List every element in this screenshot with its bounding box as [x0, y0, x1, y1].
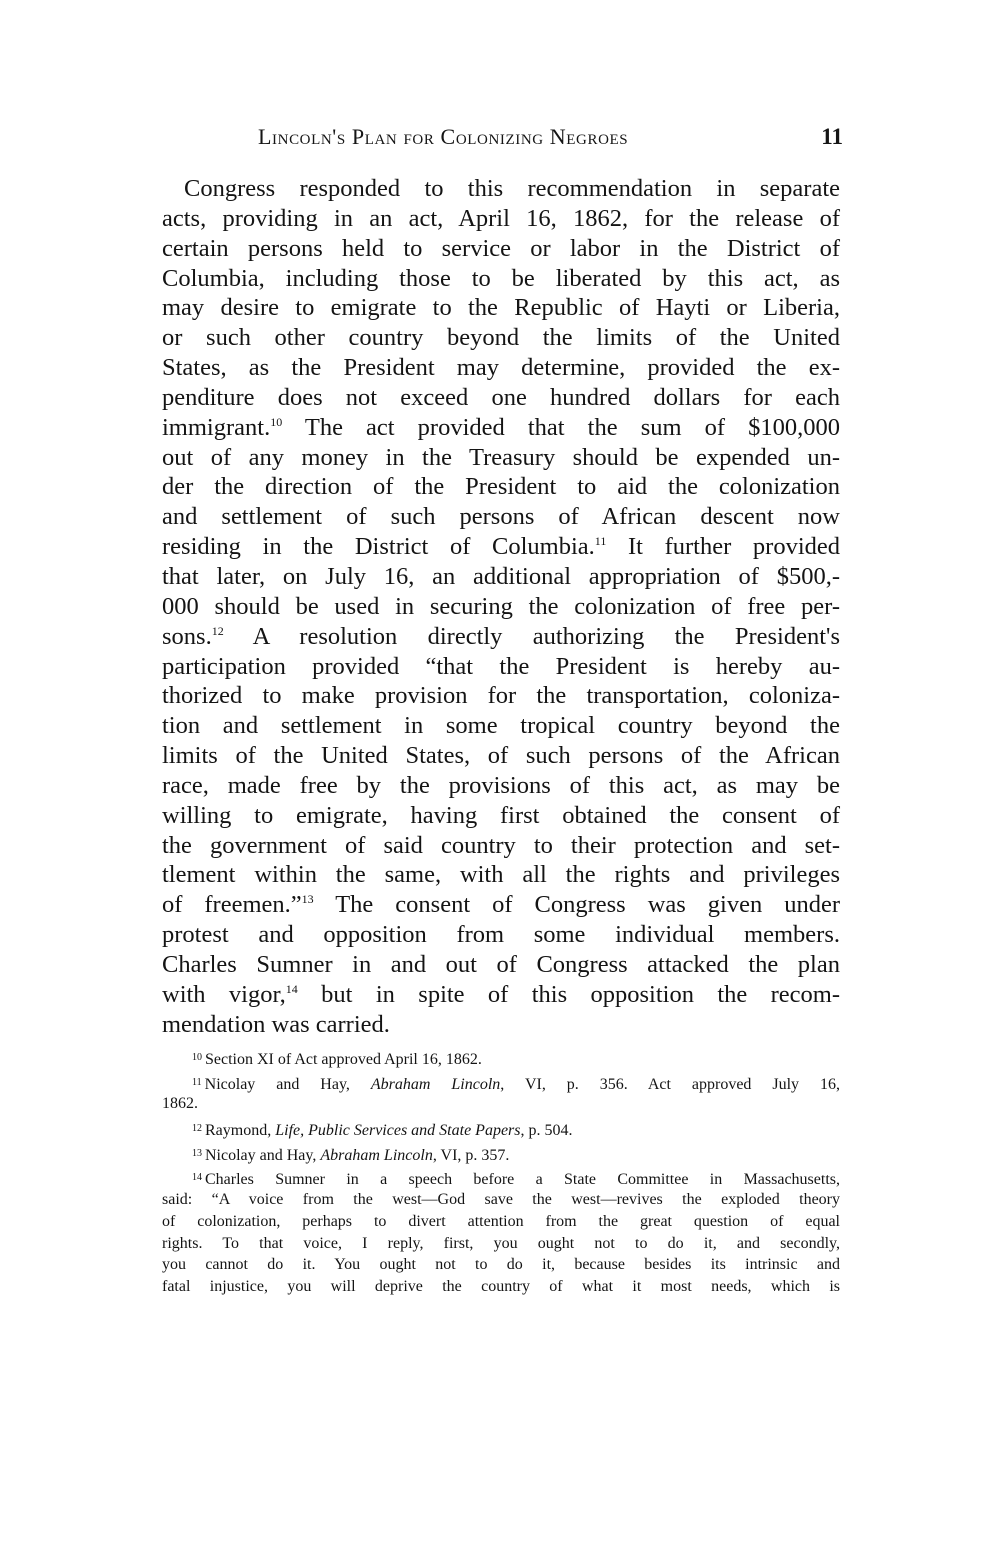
footnote-14-line: said: “A voice from the west—God save the west—revives the exploded theory — [162, 1191, 840, 1209]
text-line: States, as the President may determine, provided the ex- — [162, 354, 840, 382]
text-line: certain persons held to service or labor in the District of — [162, 234, 840, 262]
text-line: of freemen.”$^{13}$ The consent of Congress was given under — [162, 891, 841, 919]
text-line: limits of the United States, of such persons of the African — [162, 742, 840, 770]
footnote-14: $^{14}$ Charles Sumner in a speech before a State Committee in Massachusetts, — [192, 1171, 840, 1189]
footnote-ref[interactable]: 12 — [211, 623, 224, 638]
footnote-14-line: you cannot do it. You ought not to do it, because besides its intrinsic and — [162, 1256, 840, 1274]
text-line: or such other country beyond the limits of the United — [162, 324, 840, 352]
footnote-ref[interactable]: 11 — [594, 534, 607, 549]
footnote-ref[interactable]: 10 — [270, 414, 283, 429]
text-line: the government of said country to their protection and set- — [162, 831, 840, 859]
footnote-ref[interactable]: 13 — [301, 892, 314, 907]
text-line: willing to emigrate, having first obtained the consent of — [162, 801, 840, 829]
footnote-14-line: rights. To that voice, I reply, first, you ought not to do it, and secondly, — [162, 1234, 840, 1252]
page-number: 11 — [821, 124, 843, 149]
running-head — [258, 124, 843, 154]
footnote-12: $^{12}$ Raymond, Life, Public Services and State Papers, p. 504. — [192, 1122, 573, 1140]
text-line: and settlement of such persons of African descent now — [162, 503, 840, 531]
text-line: tlement within the same, with all the rights and privileges — [162, 861, 840, 889]
text-line: thorized to make provision for the transportation, coloniza- — [162, 682, 840, 710]
citation-title: Life, Public Services and State Papers — [275, 1122, 521, 1140]
text-line: penditure does not exceed one hundred dollars for each — [162, 383, 840, 411]
text-line: may desire to emigrate to the Republic of Hayti or Liberia, — [162, 294, 840, 322]
footnotes — [162, 1047, 840, 1298]
footnote-number: 11 — [192, 1076, 202, 1088]
footnote-14-line: fatal injustice, you will deprive the country of what it most needs, which is — [162, 1277, 840, 1295]
citation-title: Abraham Lincoln — [370, 1075, 501, 1093]
text-line: sons.$^{12}$ A resolution directly authorizing the President's — [162, 622, 840, 650]
footnote-10: $^{10}$ Section XI of Act approved April 16, 1862. — [192, 1051, 482, 1068]
footnote-number: 14 — [192, 1172, 202, 1184]
text-line: with vigor,$^{14}$ but in spite of this opposition the recom- — [162, 980, 840, 1008]
text-line: mendation was carried. — [162, 1010, 390, 1038]
text-line: protest and opposition from some individual members. — [162, 921, 840, 949]
footnote-14-line: of colonization, perhaps to divert attention from the great question of equal — [162, 1212, 840, 1230]
footnote-ref[interactable]: 14 — [285, 981, 298, 996]
footnote-11-continuation: 1862. — [162, 1095, 198, 1113]
text-line: immigrant.$^{10}$ The act provided that the sum of $100,000 — [162, 413, 840, 441]
text-line: der the direction of the President to aid the colonization — [162, 473, 840, 501]
text-line: participation provided “that the President is hereby au- — [162, 652, 840, 680]
citation-title: Abraham Lincoln — [320, 1146, 433, 1164]
text-line: race, made free by the provisions of this act, as may be — [162, 771, 840, 799]
footnote-number: 12 — [192, 1123, 202, 1135]
text-line: Charles Sumner in and out of Congress attacked the plan — [162, 950, 840, 978]
text-line: Columbia, including those to be liberated by this act, as — [162, 264, 840, 292]
body-paragraph — [162, 174, 840, 1039]
footnote-13: $^{13}$ Nicolay and Hay, Abraham Lincoln, VI, p. 357. — [192, 1146, 510, 1164]
text-line: residing in the District of Columbia.$^{11}$ It further provided — [162, 533, 840, 561]
text-line: acts, providing in an act, April 16, 1862, for the release of — [162, 204, 840, 232]
footnote-number: 13 — [192, 1147, 202, 1159]
text-line: out of any money in the Treasury should be expended un- — [162, 443, 840, 471]
text-line: Congress responded to this recommendation in separate — [184, 175, 840, 202]
text-line: tion and settlement in some tropical country beyond the — [162, 712, 840, 740]
footnote-number: 10 — [192, 1052, 202, 1063]
running-title: Lincoln's Plan for Colonizing Negroes — [258, 124, 629, 149]
footnote-11: $^{11}$ Nicolay and Hay, Abraham Lincoln, VI, p. 356. Act approved July 16, — [192, 1075, 841, 1093]
text-line: 000 should be used in securing the colonization of free per- — [162, 592, 840, 620]
text-line: that later, on July 16, an additional appropriation of $500,- — [162, 562, 840, 590]
